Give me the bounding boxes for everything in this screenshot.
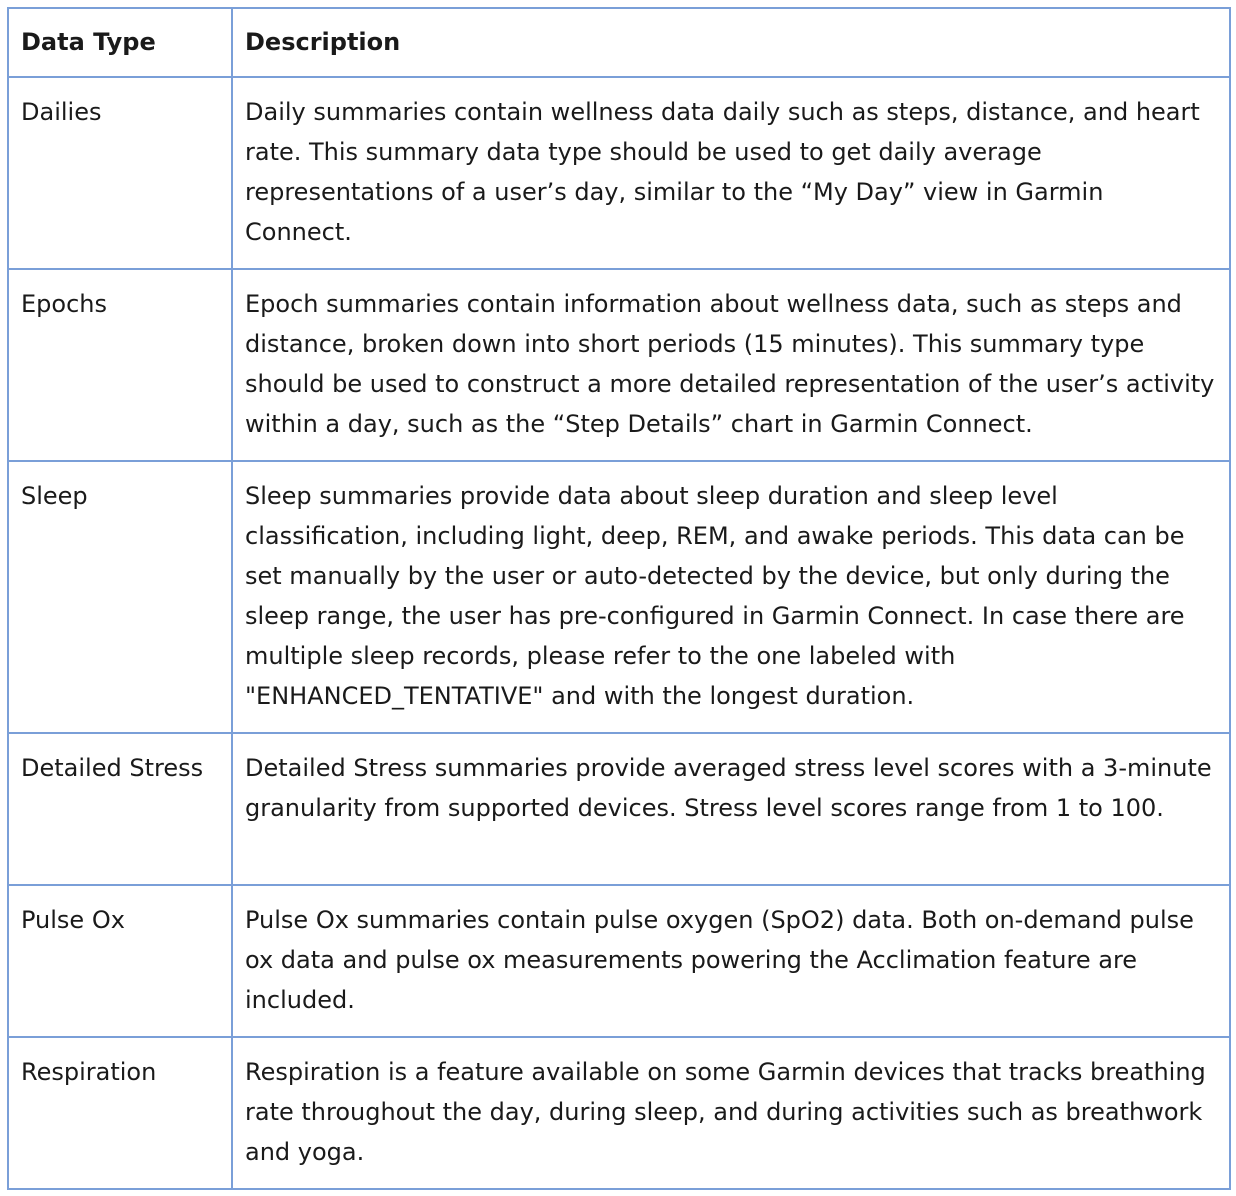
table-row	[8, 269, 1230, 461]
table-row	[8, 461, 1230, 733]
data-type-table	[7, 7, 1231, 1190]
row-description: Sleep summaries provide data about sleep duration and sleep level classification, including light, deep, REM, and awake periods. This data can be set manually by the user or auto-detected by the device, but only during the sleep range, the user has pre-configured in Garmin Connect. In case there are multiple sleep records, please refer to the one labeled with "ENHANCED_TENTATIVE" and with the longest duration.	[232, 461, 1230, 733]
row-data-type: Pulse Ox	[8, 885, 232, 1037]
row-description: Respiration is a feature available on some Garmin devices that tracks breathing rate throughout the day, during sleep, and during activities such as breathwork and yoga.	[232, 1037, 1230, 1189]
row-data-type: Detailed Stress	[8, 733, 232, 885]
table-row	[8, 733, 1230, 885]
table-header-row	[8, 8, 1230, 77]
header-description: Description	[232, 8, 1230, 77]
table-row	[8, 77, 1230, 269]
row-description: Pulse Ox summaries contain pulse oxygen (SpO2) data. Both on-demand pulse ox data and pulse ox measurements powering the Acclimation feature are included.	[232, 885, 1230, 1037]
row-description: Daily summaries contain wellness data daily such as steps, distance, and heart rate. This summary data type should be used to get daily average representations of a user’s day, similar to the “My Day” view in Garmin Connect.	[232, 77, 1230, 269]
row-data-type: Dailies	[8, 77, 232, 269]
row-data-type: Epochs	[8, 269, 232, 461]
header-data-type: Data Type	[8, 8, 232, 77]
row-data-type: Sleep	[8, 461, 232, 733]
table-row	[8, 885, 1230, 1037]
row-data-type: Respiration	[8, 1037, 232, 1189]
row-description: Epoch summaries contain information about wellness data, such as steps and distance, broken down into short periods (15 minutes). This summary type should be used to construct a more detailed representation of the user’s activity within a day, such as the “Step Details” chart in Garmin Connect.	[232, 269, 1230, 461]
table-row	[8, 1037, 1230, 1189]
row-description: Detailed Stress summaries provide averaged stress level scores with a 3-minute granularity from supported devices. Stress level scores range from 1 to 100.	[232, 733, 1230, 885]
